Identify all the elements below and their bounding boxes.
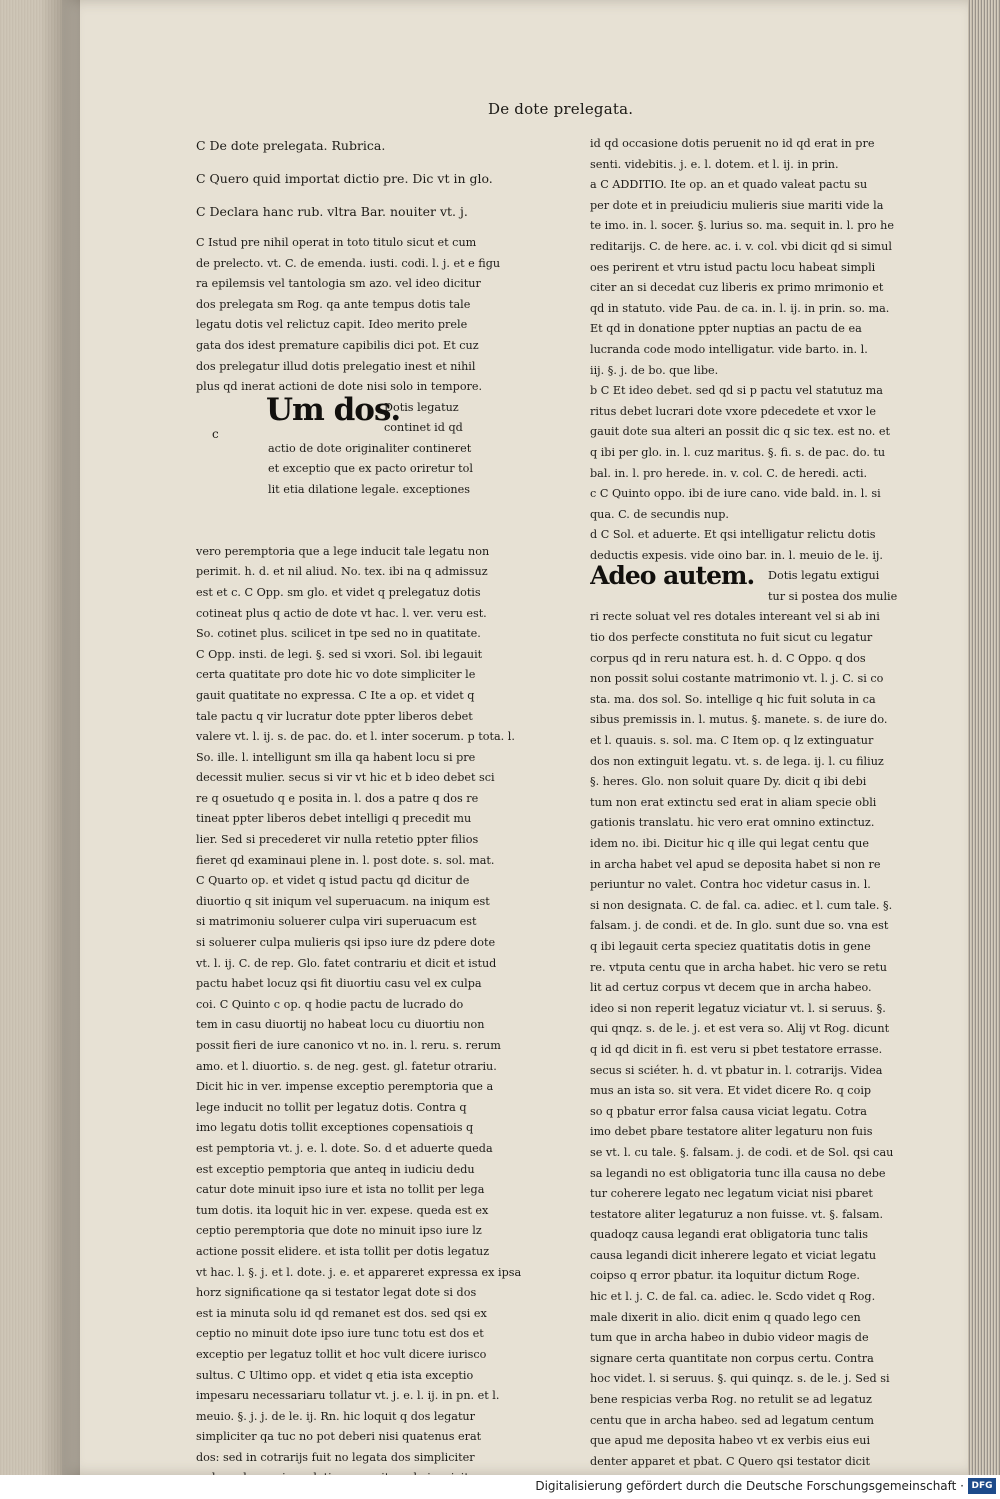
text-line: falsam. j. de condi. et de. In glo. sunt due so. vna est <box>590 919 889 933</box>
text-line: signare certa quantitate non corpus certu. Contra <box>590 1351 874 1365</box>
text-line: gauit quatitate no expressa. C Ite a op. et videt q <box>196 688 475 702</box>
text-line: per dote et in preiudiciu mulieris siue mariti vide la <box>590 198 884 212</box>
text-line: diuortio q sit iniqum vel superuacum. na iniqum est <box>196 894 490 908</box>
text-line: si soluerer culpa mulieris qsi ipso iure dz pdere dote <box>196 936 496 950</box>
initial-side-lines-right <box>768 566 897 607</box>
text-line: dos non extinguit legatu. vt. s. de lega. ij. l. cu filiuz <box>590 754 884 768</box>
text-line: qua. C. de secundis nup. <box>590 507 729 521</box>
text-line: possit fieri de iure canonico vt no. in. l. reru. s. rerum <box>196 1039 501 1052</box>
text-line: c C Quinto oppo. ibi de iure cano. vide bald. in. l. si <box>590 487 881 501</box>
text-line: hoc videt. l. si seruus. §. qui quinqz. s. de le. j. Sed si <box>590 1372 890 1386</box>
decorated-initial-right: Adeo autem. <box>590 561 755 591</box>
text-line: bene respicias verba Rog. no retulit se ad legatuz <box>590 1393 872 1407</box>
text-line: tio dos perfecte constituta no fuit sicut cu legatur <box>590 631 873 645</box>
text-line: tale pactu q vir lucratur dote ppter liberos debet <box>196 709 473 723</box>
text-line: tur si postea dos mulie <box>768 590 898 604</box>
text-line: vt. l. ij. C. de rep. Glo. fatet contrariu et dicit et istud <box>196 956 497 970</box>
text-line: C Opp. insti. de legi. §. sed si vxori. Sol. ibi legauit <box>196 647 483 661</box>
text-line: ceptio no minuit dote ipso iure tunc totu est dos et <box>196 1327 484 1341</box>
text-line: coipso q error pbatur. ita loquitur dictum Roge. <box>590 1269 860 1283</box>
text-line: in archa habet vel apud se deposita habet si non re <box>590 857 881 871</box>
text-line: testatore aliter legaturuz a non fuisse. vt. §. falsam. <box>590 1207 884 1221</box>
text-line: non possit solui costante matrimonio vt. l. j. C. si co <box>590 672 884 686</box>
text-line: cotineat plus q actio de dote vt hac. l. ver. veru est. <box>196 606 487 620</box>
text-line: C Quarto op. et videt q istud pactu qd dicitur de <box>196 874 470 888</box>
text-line: ceptio peremptoria que dote no minuit ipso iure lz <box>196 1224 482 1238</box>
text-line: vero peremptoria que a lege inducit tale legatu non <box>196 544 490 558</box>
text-line: sibus premissis in. l. mutus. §. manete. s. de iure do. <box>590 713 888 727</box>
text-line: de prelecto. vt. C. de emenda. iusti. codi. l. j. et e figu <box>196 256 501 270</box>
text-line: lier. Sed si precederet vir nulla retetio ppter filios <box>196 833 479 847</box>
left-column-top-lines <box>196 136 571 398</box>
text-line: id qd occasione dotis peruenit no id qd erat in pre <box>590 137 875 150</box>
text-line: q ibi legauit certa speciez quatitatis dotis in gene <box>590 939 871 953</box>
text-line: valere vt. l. ij. s. de pac. do. et l. inter socerum. p tota. l. <box>196 730 515 744</box>
text-line: C Istud pre nihil operat in toto titulo sicut et cum <box>196 236 477 249</box>
text-line: qd in statuto. vide Pau. de ca. in. l. ij. in prin. so. ma. <box>590 301 890 315</box>
text-line: C Quero quid importat dictio pre. Dic vt in glo. <box>196 171 493 186</box>
text-line: dos prelegata sm Rog. qa ante tempus dotis tale <box>196 297 471 311</box>
dfg-logo-icon: DFG <box>968 1478 996 1494</box>
text-line: ri recte soluat vel res dotales intereant vel si ab ini <box>590 610 880 624</box>
text-line: vt hac. l. §. j. et l. dote. j. e. et appareret expressa ex ipsa <box>196 1265 522 1279</box>
text-line: lucranda code modo intelligatur. vide barto. in. l. <box>590 342 868 356</box>
text-line: imo legatu dotis tollit exceptiones copensatiois q <box>196 1121 474 1135</box>
text-line: sta. ma. dos sol. So. intellige q hic fuit soluta in ca <box>590 692 876 706</box>
text-line: re q osuetudo q e posita in. l. dos a patre q dos re <box>196 791 479 805</box>
text-line: gauit dote sua alteri an possit dic q sic tex. est no. et <box>590 425 891 439</box>
text-line: q id qd dicit in fi. est veru si pbet testatore errasse. <box>590 1042 883 1056</box>
text-line: causa legandi dicit inherere legato et viciat legatu <box>590 1248 877 1262</box>
text-line: que apud me deposita habeo vt ex verbis eius eui <box>590 1434 871 1448</box>
text-line: d C Sol. et aduerte. Et qsi intelligatur relictu dotis <box>590 528 876 542</box>
right-column-body-lines <box>590 607 918 1472</box>
text-line: imo debet pbare testatore aliter legaturu non fuis <box>590 1125 873 1139</box>
text-line: meuio. §. j. j. de le. ij. Rn. hic loquit q dos legatur <box>196 1409 475 1423</box>
text-line: tum non erat extinctu sed erat in aliam specie obli <box>590 795 877 809</box>
text-line: decessit mulier. secus si vir vt hic et b ideo debet sci <box>196 771 495 785</box>
text-line: est et c. C Opp. sm glo. et videt q prelegatuz dotis <box>196 585 481 599</box>
text-line: C Declara hanc rub. vltra Bar. nouiter vt. j. <box>196 204 468 219</box>
text-line: tineat ppter liberos debet intelligi q precedit mu <box>196 812 472 826</box>
text-line: Dotis legatu extigui <box>768 569 880 583</box>
text-line: dos prelegatur illud dotis prelegatio inest et nihil <box>196 359 476 373</box>
text-line: periuntur no valet. Contra hoc videtur casus in. l. <box>590 878 871 892</box>
text-line: et exceptio que ex pacto oriretur tol <box>268 462 473 476</box>
left-column <box>196 136 571 1489</box>
text-line: exceptio per legatuz tollit et hoc vult dicere iurisco <box>196 1347 487 1361</box>
text-line: bal. in. l. pro herede. in. v. col. C. de heredi. acti. <box>590 466 868 480</box>
text-line: mus an ista so. sit vera. Et videt dicere Ro. q coip <box>590 1084 872 1098</box>
text-line: perimit. h. d. et nil aliud. No. tex. ibi na q admissuz <box>196 565 488 579</box>
text-line: est pemptoria vt. j. e. l. dote. So. d et aduerte queda <box>196 1141 493 1155</box>
initial-block-um-dos <box>196 391 571 496</box>
text-line: legatu dotis vel relictuz capit. Ideo merito prele <box>196 318 468 332</box>
text-line: Dotis legatuz <box>384 400 459 414</box>
text-line: qui qnqz. s. de le. j. et est vera so. Alij vt Rog. dicunt <box>590 1022 890 1036</box>
text-line: si non designata. C. de fal. ca. adiec. et l. cum tale. §. <box>590 898 893 912</box>
text-line: gata dos idest premature capibilis dici pot. Et cuz <box>196 338 479 352</box>
text-line: se vt. l. cu tale. §. falsam. j. de codi. et de Sol. qsi cau <box>590 1145 894 1159</box>
text-line: idem no. ibi. Dicitur hic q ille qui legat centu que <box>590 837 869 850</box>
text-line: fieret qd examinaui plene in. l. post dote. s. sol. mat. <box>196 853 495 867</box>
text-line: oes perirent et vtru istud pactu locu habeat simpli <box>590 260 876 274</box>
text-line: horz significatione qa si testator legat dote si dos <box>196 1286 477 1300</box>
text-line: lit etia dilatione legale. exceptiones <box>268 482 471 496</box>
right-column-top-lines <box>590 134 918 566</box>
text-line: impesaru necessariaru tollatur vt. j. e. l. ij. in pn. et l. <box>196 1389 500 1403</box>
text-line: denter apparet et pbat. C Quero qsi testator dicit <box>590 1454 870 1468</box>
text-line: a C ADDITIO. Ite op. an et quado valeat pactu su <box>590 178 868 192</box>
right-column <box>590 134 918 1472</box>
left-column-body-lines <box>196 542 571 1489</box>
running-head: De dote prelegata. <box>488 100 634 118</box>
text-line: reditarijs. C. de here. ac. i. v. col. vbi dicit qd si simul <box>590 239 892 253</box>
text-line: est exceptio pemptoria que anteq in iudiciu dedu <box>196 1162 475 1176</box>
text-line: plus qd inerat actioni de dote nisi solo in tempore. <box>196 380 483 394</box>
initial-continued-lines <box>268 439 473 501</box>
text-line: So. ille. l. intelligunt sm illa qa habent locu si pre <box>196 750 476 764</box>
text-line: tem in casu diuortij no habeat locu cu diuortiu non <box>196 1018 485 1032</box>
text-line: si matrimoniu soluerer culpa viri superuacum est <box>196 915 477 929</box>
text-line: gationis translatu. hic vero erat omnino extinctuz. <box>590 816 875 830</box>
text-line: ra epilemsis vel tantologia sm azo. vel ideo dicitur <box>196 277 481 291</box>
text-line: amo. et l. diuortio. s. de neg. gest. gl. fatetur otrariu. <box>196 1059 497 1073</box>
text-line: tur coherere legato nec legatum viciat nisi pbaret <box>590 1187 873 1201</box>
initial-block-adeo-autem <box>590 561 918 607</box>
gutter-shadow <box>40 0 80 1475</box>
text-line: simpliciter qa tuc no pot deberi nisi quatenus erat <box>196 1430 482 1444</box>
text-line: est ia minuta solu id qd remanet est dos. sed qsi ex <box>196 1306 487 1320</box>
text-line: catur dote minuit ipso iure et ista no tollit per lega <box>196 1183 485 1197</box>
text-line: so q pbatur error falsa causa viciat legatu. Cotra <box>590 1104 867 1118</box>
text-line: sultus. C Ultimo opp. et videt q etia ista exceptio <box>196 1368 474 1382</box>
text-line: re. vtputa centu que in archa habet. hic vero se retu <box>590 960 887 974</box>
text-line: tum que in archa habeo in dubio videor magis de <box>590 1331 869 1345</box>
text-line: deductis expesis. vide oino bar. in. l. meuio de le. ij. <box>590 548 883 562</box>
text-line: dos: sed in cotrarijs fuit no legata dos simpliciter <box>196 1450 475 1464</box>
initial-side-lines <box>384 398 463 439</box>
text-line: sa legandi no est obligatoria tunc illa causa no debe <box>590 1166 886 1180</box>
text-line: corpus qd in reru natura est. h. d. C Oppo. q dos <box>590 651 866 665</box>
text-line: iij. §. j. de bo. que libe. <box>590 363 719 377</box>
text-line: continet id qd <box>384 421 463 435</box>
text-line: C De dote prelegata. Rubrica. <box>196 138 386 153</box>
funding-notice: Digitalisierung gefördert durch die Deutsche Forschungsgemeinschaft · <box>535 1479 964 1493</box>
text-line: actione possit elidere. et ista tollit per dotis legatuz <box>196 1244 490 1258</box>
text-line: lit ad certuz corpus vt decem que in archa habeo. <box>590 981 872 995</box>
digitization-footer <box>0 1475 1000 1499</box>
text-line: q ibi per glo. in. l. cuz maritus. §. fi. s. de pac. do. tu <box>590 445 886 459</box>
text-line: hic et l. j. C. de fal. ca. adiec. le. Scdo videt q Rog. <box>590 1290 876 1304</box>
text-line: ideo si non reperit legatuz viciatur vt. l. si seruus. §. <box>590 1001 886 1015</box>
margin-note: c <box>212 426 219 441</box>
text-line: coi. C Quinto c op. q hodie pactu de lucrado do <box>196 997 464 1011</box>
text-line: citer an si decedat cuz liberis ex primo mrimonio et <box>590 281 884 295</box>
decorated-initial: Um dos. <box>266 391 401 428</box>
text-line: lege inducit no tollit per legatuz dotis. Contra q <box>196 1100 467 1114</box>
text-line: quadoqz causa legandi erat obligatoria tunc talis <box>590 1228 868 1242</box>
text-line: pactu habet locuz qsi fit diuortiu casu vel ex culpa <box>196 977 482 991</box>
stacked-page-edges-right <box>966 0 1000 1475</box>
text-line: te imo. in. l. socer. §. lurius so. ma. sequit in. l. pro he <box>590 219 894 233</box>
text-line: b C Et ideo debet. sed qd si p pactu vel statutuz ma <box>590 384 883 398</box>
text-line: centu que in archa habeo. sed ad legatum centum <box>590 1413 875 1427</box>
text-line: certa quatitate pro dote hic vo dote simpliciter le <box>196 668 476 682</box>
text-line: et l. quauis. s. sol. ma. C Item op. q lz extinguatur <box>590 734 874 748</box>
text-line: secus si sciéter. h. d. vt pbatur in. l. cotrarijs. Videa <box>590 1063 883 1077</box>
text-line: So. cotinet plus. scilicet in tpe sed no in quatitate. <box>196 627 481 641</box>
text-line: Dicit hic in ver. impense exceptio peremptoria que a <box>196 1080 494 1094</box>
text-line: ritus debet lucrari dote vxore pdecedete et vxor le <box>590 404 876 418</box>
text-line: tum dotis. ita loquit hic in ver. expese. queda est ex <box>196 1203 489 1217</box>
text-line: senti. videbitis. j. e. l. dotem. et l. ij. in prin. <box>590 157 839 171</box>
text-line: §. heres. Glo. non soluit quare Dy. dicit q ibi debi <box>590 775 867 789</box>
text-line: Et qd in donatione ppter nuptias an pactu de ea <box>590 322 862 336</box>
text-line: male dixerit in alio. dicit enim q quado lego cen <box>590 1310 861 1324</box>
text-line: actio de dote originaliter contineret <box>268 441 472 455</box>
